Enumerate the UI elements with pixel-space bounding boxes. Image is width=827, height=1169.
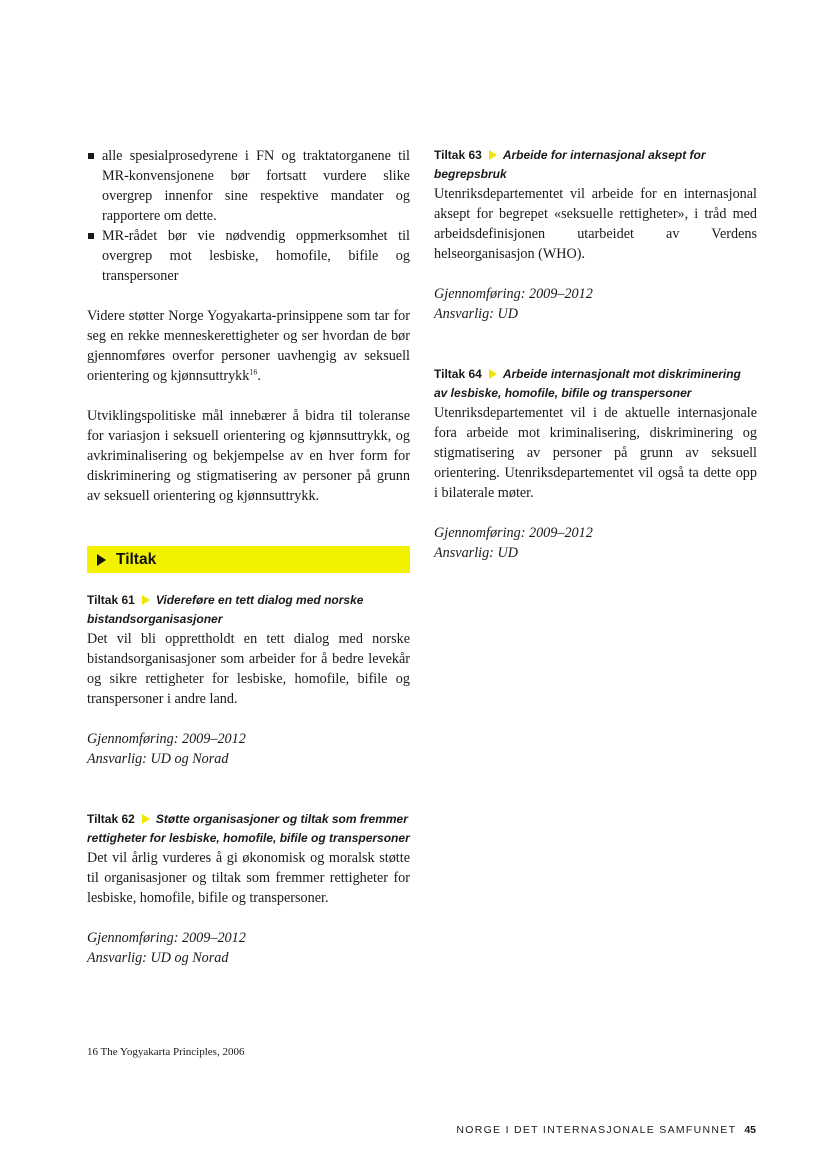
tiltak-heading: Tiltak 61 Videreføre en tett dialog med norske bistandsorganisasjoner (87, 593, 364, 626)
tiltak-heading: Tiltak 64 Arbeide internasjonalt mot diskriminering av lesbiske, homofile, bifile og transpersoner (434, 367, 741, 400)
tiltak-body: Utenriksdepartementet vil arbeide for en internasjonal aksept for begrepet «seksuelle rettigheter», i tråd med arbeidsdefinisjonen utarbeidet av Verdens helseorganisasjon (WHO). (434, 186, 757, 262)
tiltak-gjennomforing: Gjennomføring: 2009–2012 (87, 930, 246, 946)
left-column (87, 146, 410, 968)
tiltak-64 (434, 365, 757, 563)
play-arrow-icon (97, 554, 106, 566)
arrow-icon (489, 150, 497, 160)
tiltak-body: Det vil bli opprettholdt en tett dialog med norske bistandsorganisasjoner som arbeider for å bedre levekår og sikre rettigheter for lesbiske, homofile, bifile og transpersoner i andre land. (87, 631, 410, 707)
tiltak-gjennomforing: Gjennomføring: 2009–2012 (87, 731, 246, 747)
bullet-item: alle spesialprosedyrene i FN og traktatorganene til MR-konvensjonene bør fortsatt vurdere slike overgrep innenfor sine respektive mandater og rapportere om dette. (87, 146, 410, 226)
paragraph: Videre støtter Norge Yogyakarta-prinsippene som tar for seg en rekke menneskerettigheter og ser hvordan de bør gjennomføres overfor personer uavhengig av seksuell orientering og kjønnsuttrykk$^{16}$. (87, 308, 410, 384)
tiltak-heading: Tiltak 63 Arbeide for internasjonal aksept for begrepsbruk (434, 148, 706, 181)
tiltak-ansvarlig: Ansvarlig: UD og Norad (87, 950, 229, 966)
arrow-icon (142, 595, 150, 605)
tiltak-63 (434, 146, 757, 324)
page-number: 45 (744, 1124, 756, 1136)
arrow-icon (142, 814, 150, 824)
footnote: 16 The Yogyakarta Principles, 2006 (87, 1046, 245, 1058)
tiltak-ansvarlig: Ansvarlig: UD (434, 306, 518, 322)
tiltak-banner (87, 546, 410, 573)
tiltak-heading: Tiltak 62 Støtte organisasjoner og tiltak som fremmer rettigheter for lesbiske, homofile, bifile og transpersoner (87, 812, 410, 845)
running-title: NORGE I DET INTERNASJONALE SAMFUNNET (456, 1124, 737, 1136)
arrow-icon (489, 369, 497, 379)
tiltak-gjennomforing: Gjennomføring: 2009–2012 (434, 286, 593, 302)
tiltak-61 (87, 591, 410, 769)
tiltak-gjennomforing: Gjennomføring: 2009–2012 (434, 525, 593, 541)
footnote-ref[interactable]: 16 (249, 367, 258, 377)
right-column (434, 146, 757, 563)
bullet-item: MR-rådet bør vie nødvendig oppmerksomhet til overgrep mot lesbiske, homofile, bifile og transpersoner (87, 226, 410, 286)
tiltak-body: Det vil årlig vurderes å gi økonomisk og moralsk støtte til organisasjoner og tiltak som fremmer rettigheter for lesbiske, homofile, bifile og transpersoner. (87, 850, 410, 906)
tiltak-body: Utenriksdepartementet vil i de aktuelle internasjonale fora arbeide mot kriminalisering, diskriminering og stigmatisering av personer på grunn av seksuell orientering. Utenriksdepartementet vil også ta dette opp i bilaterale møter. (434, 405, 757, 501)
tiltak-ansvarlig: Ansvarlig: UD (434, 545, 518, 561)
tiltak-62 (87, 810, 410, 968)
paragraph: Utviklingspolitiske mål innebærer å bidra til toleranse for variasjon i seksuell orientering og kjønnsuttrykk, og avkriminalisering og bekjempelse av en hver form for diskriminering og stigmatisering av personer på grunn av seksuell orientering og kjønnsuttrykk. (87, 408, 410, 504)
page-footer (456, 1124, 756, 1136)
bullet-list (87, 146, 410, 286)
tiltak-ansvarlig: Ansvarlig: UD og Norad (87, 751, 229, 767)
banner-title: Tiltak (116, 550, 157, 568)
